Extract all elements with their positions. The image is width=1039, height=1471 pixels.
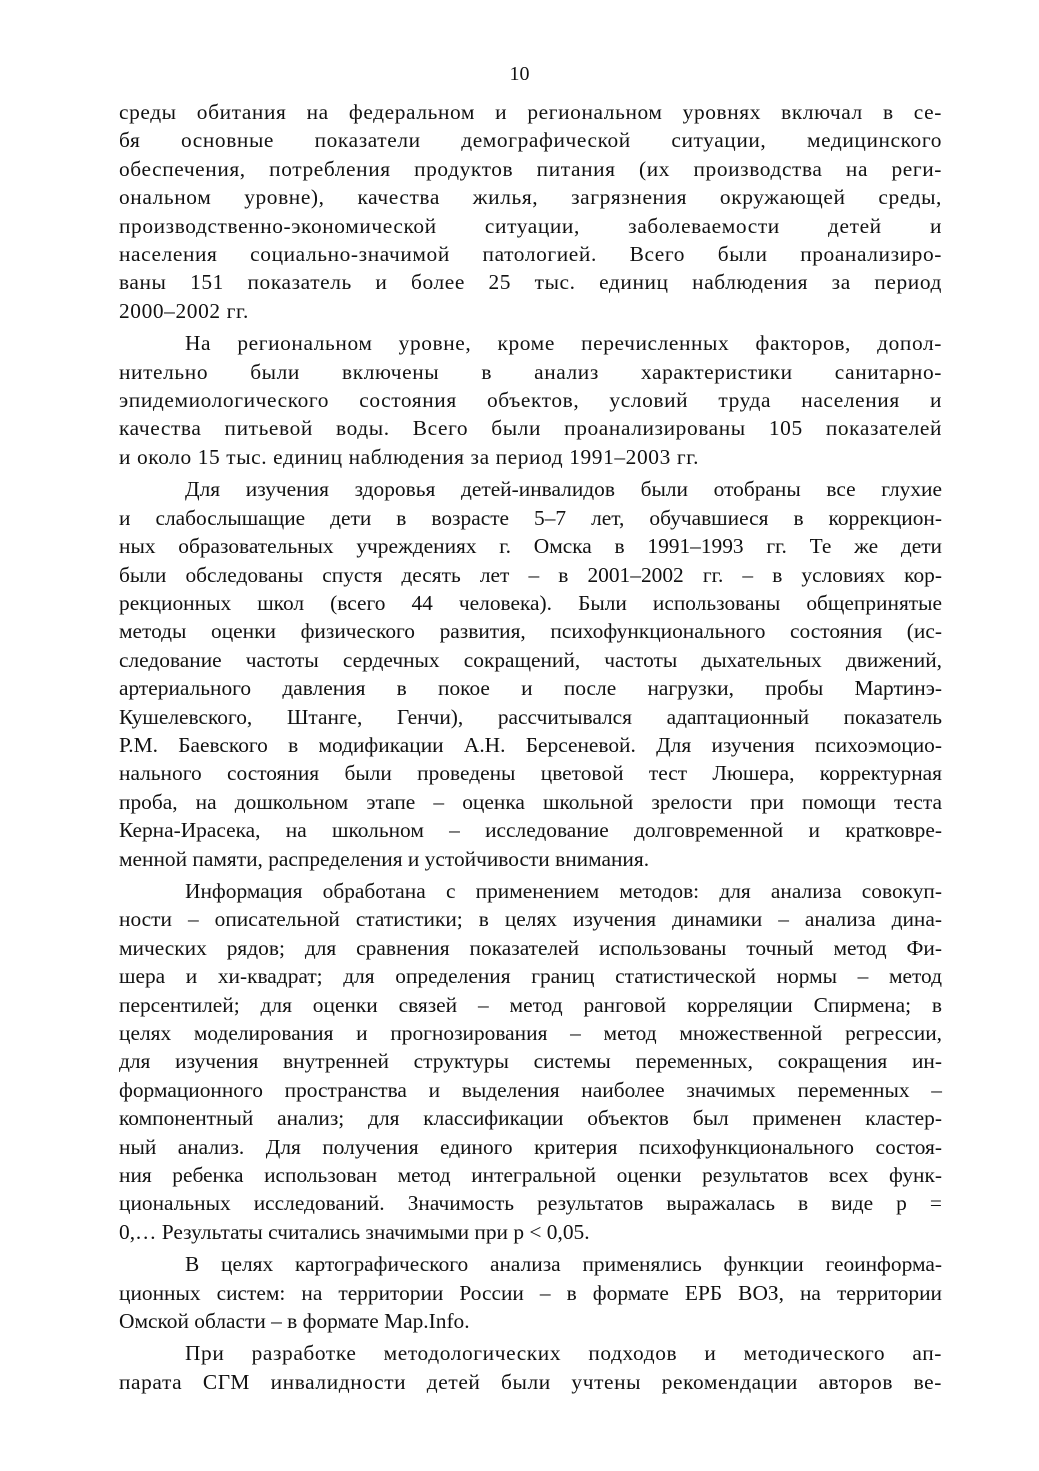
paragraph — [119, 1250, 942, 1335]
text-line: 0,… Результаты считались значимыми при р < 0,05. — [119, 1219, 590, 1244]
text-line: следование частоты сердечных сокращений, частоты дыхательных движений, — [119, 647, 942, 672]
text-line: для изучения внутренней структуры системы переменных, сокращения ин- — [119, 1049, 942, 1074]
text-line: персентилей; для оценки связей – метод ранговой корреляции Спирмена; в — [119, 992, 942, 1017]
text-line: ния ребенка использован метод интегральной оценки результатов всех функ- — [119, 1163, 942, 1188]
text-line: проба, на дошкольном этапе – оценка школьной зрелости при помощи теста — [119, 789, 942, 814]
text-line: и около 15 тыс. единиц наблюдения за период 1991–2003 гг. — [119, 444, 700, 469]
text-line: нального состояния были проведены цветовой тест Люшера, корректурная — [119, 761, 942, 786]
paragraph — [119, 1339, 942, 1396]
text-line: ваны 151 показатель и более 25 тыс. единиц наблюдения за период — [119, 270, 942, 295]
text-line: нительно были включены в анализ характеристики санитарно- — [119, 359, 942, 384]
text-line: формационного пространства и выделения наиболее значимых переменных – — [119, 1077, 942, 1102]
text-line: и слабослышащие дети в возрасте 5–7 лет, обучавшиеся в коррекцион- — [119, 505, 942, 530]
text-line: были обследованы спустя десять лет – в 2001–2002 гг. – в условиях кор- — [119, 562, 942, 587]
text-line: компонентный анализ; для классификации объектов был применен кластер- — [119, 1106, 942, 1131]
text-line: В целях картографического анализа применялись функции геоинформа- — [185, 1252, 942, 1277]
text-line: ных образовательных учреждениях г. Омска в 1991–1993 гг. Те же дети — [119, 534, 942, 559]
text-line: эпидемиологического состояния объектов, условий труда населения и — [119, 388, 942, 413]
text-line: ности – описательной статистики; в целях изучения динамики – анализа дина- — [119, 907, 942, 932]
text-line: Р.М. Баевского в модификации А.Н. Берсеневой. Для изучения психоэмоцио- — [119, 732, 942, 757]
text-line: 2000–2002 гг. — [119, 298, 249, 323]
paragraph — [119, 329, 942, 471]
text-line: производственно-экономической ситуации, заболеваемости детей и — [119, 213, 942, 238]
page-number: 10 — [509, 63, 530, 85]
text-line: Омской области – в формате Map.Info. — [119, 1309, 470, 1334]
text-line: шера и хи-квадрат; для определения границ статистической нормы – метод — [119, 964, 942, 989]
text-line: целях моделирования и прогнозирования – метод множественной регрессии, — [119, 1021, 942, 1045]
text-line: артериального давления в покое и после нагрузки, пробы Мартинэ- — [119, 676, 942, 701]
paragraph — [119, 877, 942, 1246]
body-text — [119, 98, 942, 1400]
text-line: ный анализ. Для получения единого критерия психофункционального состоя- — [119, 1134, 942, 1159]
text-line: Керна-Ирасека, на школьном – исследование долговременной и кратковре- — [119, 818, 942, 843]
text-line: При разработке методологических подходов и методического ап- — [185, 1341, 942, 1366]
text-line: обеспечения, потребления продуктов питания (их производства на реги- — [119, 156, 942, 181]
text-line: ционных систем: на территории России – в формате ЕРБ ВОЗ, на территории — [119, 1280, 942, 1305]
paragraph — [119, 98, 942, 325]
paragraph — [119, 475, 942, 873]
text-line: Для изучения здоровья детей-инвалидов были отобраны все глухие — [185, 477, 942, 502]
text-line: рекционных школ (всего 44 человека). Были использованы общепринятые — [119, 590, 942, 615]
text-line: населения социально-значимой патологией. Всего были проанализиро- — [119, 242, 942, 267]
text-line: мических рядов; для сравнения показателей использованы точный метод Фи- — [119, 935, 942, 960]
text-line: циональных исследований. Значимость результатов выражалась в виде р = — [119, 1191, 942, 1216]
text-line: На региональном уровне, кроме перечисленных факторов, допол- — [185, 331, 942, 356]
text-line: среды обитания на федеральном и региональном уровнях включал в се- — [119, 100, 942, 124]
text-line: ональном уровне), качества жилья, загрязнения окружающей среды, — [119, 185, 942, 210]
text-line: бя основные показатели демографической ситуации, медицинского — [119, 128, 942, 153]
text-line: Кушелевского, Штанге, Генчи), рассчитывался адаптационный показатель — [119, 704, 942, 729]
text-line: качества питьевой воды. Всего были проанализированы 105 показателей — [119, 416, 942, 441]
text-line: парата СГМ инвалидности детей были учтены рекомендации авторов ве- — [119, 1369, 942, 1394]
text-line: менной памяти, распределения и устойчивости внимания. — [119, 846, 650, 871]
text-line: Информация обработана с применением методов: для анализа совокуп- — [185, 878, 942, 903]
text-line: методы оценки физического развития, психофункционального состояния (ис- — [119, 619, 942, 644]
